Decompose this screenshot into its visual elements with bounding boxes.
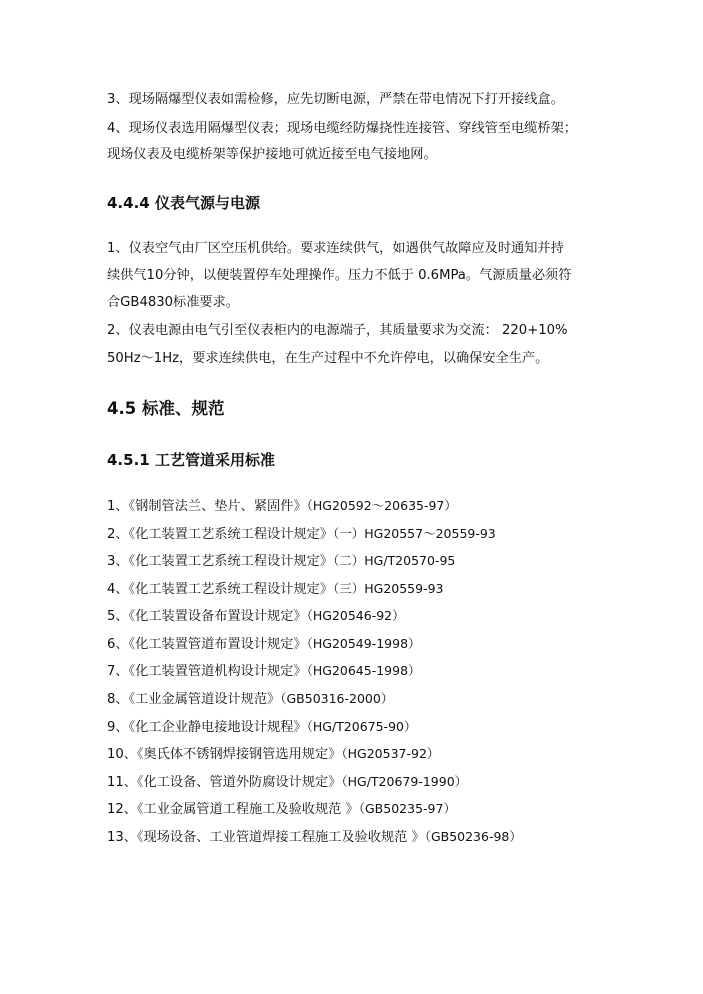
section-title: 仪表气源与电源 [154,194,260,212]
list-item [107,800,456,819]
item-code: （HG20592～20635-97） [306,498,457,513]
item-name: 《工业金属管道工程施工及验收规范 》 [136,802,359,817]
item-name: 《化工装置工艺系统工程设计规定》 [128,554,333,569]
item-code: （HG20549-1998） [306,636,421,651]
item-number: 6、 [107,637,129,652]
item-code: （HG20546-92） [306,608,405,623]
item-number: 2、 [107,527,129,542]
section-number: 4.5 [107,399,137,418]
paragraph-line: 4、现场仪表选用隔爆型仪表；现场电缆经防爆挠性连接管、穿线管至电缆桥架； [107,121,577,136]
item-number: 8、 [107,692,129,707]
list-item [107,773,467,792]
item-code: （三）HG20559-93 [332,581,444,596]
item-number: 3、 [107,554,129,569]
item-code: （一）HG20557～20559-93 [332,526,496,541]
item-code: （GB50236-98） [424,829,522,844]
item-number: 4、 [107,582,129,597]
list-item [107,635,421,654]
item-name: 《化工装置设备布置设计规定》 [128,609,307,624]
list-item [107,690,393,709]
item-name: 《化工企业静电接地设计规程》 [128,720,307,735]
item-code: （二）HG/T20570-95 [332,553,456,568]
list-item [107,745,439,764]
item-number: 11、 [107,775,137,790]
item-name: 《工业金属管道设计规范》 [128,692,281,707]
item-code: （HG20537-92） [341,746,440,761]
list-item [107,552,455,571]
paragraph-line: 合GB4830标准要求。 [107,295,239,310]
item-number: 12、 [107,802,137,817]
item-number: 1、 [107,499,129,514]
item-number: 10、 [107,747,137,762]
item-code: （HG/T20679-1990） [341,774,468,789]
item-name: 《现场设备、工业管道焊接工程施工及验收规范 》 [136,830,425,845]
item-code: （GB50316-2000） [280,691,394,706]
item-number: 13、 [107,830,137,845]
item-name: 《化工装置管道机构设计规定》 [128,664,307,679]
paragraph-line: 现场仪表及电缆桥架等保护接地可就近接至电气接地网。 [107,147,437,162]
item-code: （GB50235-97） [358,801,456,816]
item-name: 《奥氏体不锈钢焊接钢管选用规定》 [136,747,342,762]
item-code: （HG/T20675-90） [306,719,417,734]
paragraph-line: 1、仪表空气由厂区空压机供给。要求连续供气，如遇供气故障应及时通知并持 [107,241,564,256]
section-heading-4-5 [107,398,224,420]
item-number: 9、 [107,720,129,735]
item-number: 7、 [107,664,129,679]
list-item [107,718,416,737]
item-name: 《钢制管法兰、垫片、紧固件》 [128,499,307,514]
item-code: （HG20645-1998） [306,663,421,678]
paragraph-line: 3、现场隔爆型仪表如需检修，应先切断电源，严禁在带电情况下打开接线盒。 [107,92,564,107]
section-number: 4.4.4 [107,194,150,212]
item-name: 《化工装置工艺系统工程设计规定》 [128,527,333,542]
item-name: 《化工装置工艺系统工程设计规定》 [128,582,333,597]
item-number: 5、 [107,609,129,624]
list-item [107,497,457,516]
paragraph-line: 续供气10分钟，以便装置停车处理操作。压力不低于 0.6MPa。气源质量必须符 [107,268,572,283]
section-heading-4-5-1 [107,450,275,470]
section-title: 标准、规范 [141,399,225,418]
list-item [107,580,444,599]
section-number: 4.5.1 [107,451,150,469]
paragraph-line: 50Hz～1Hz，要求连续供电，在生产过程中不允许停电，以确保安全生产。 [107,351,549,366]
list-item [107,607,405,626]
list-item [107,525,496,544]
item-name: 《化工设备、管道外防腐设计规定》 [136,775,342,790]
section-heading-4-4-4 [107,193,260,213]
section-title: 工艺管道采用标准 [154,451,275,469]
paragraph-line: 2、仪表电源由电气引至仪表柜内的电源端子，其质量要求为交流： 220+10% [107,323,568,338]
item-name: 《化工装置管道布置设计规定》 [128,637,307,652]
list-item [107,662,421,681]
list-item [107,828,522,847]
